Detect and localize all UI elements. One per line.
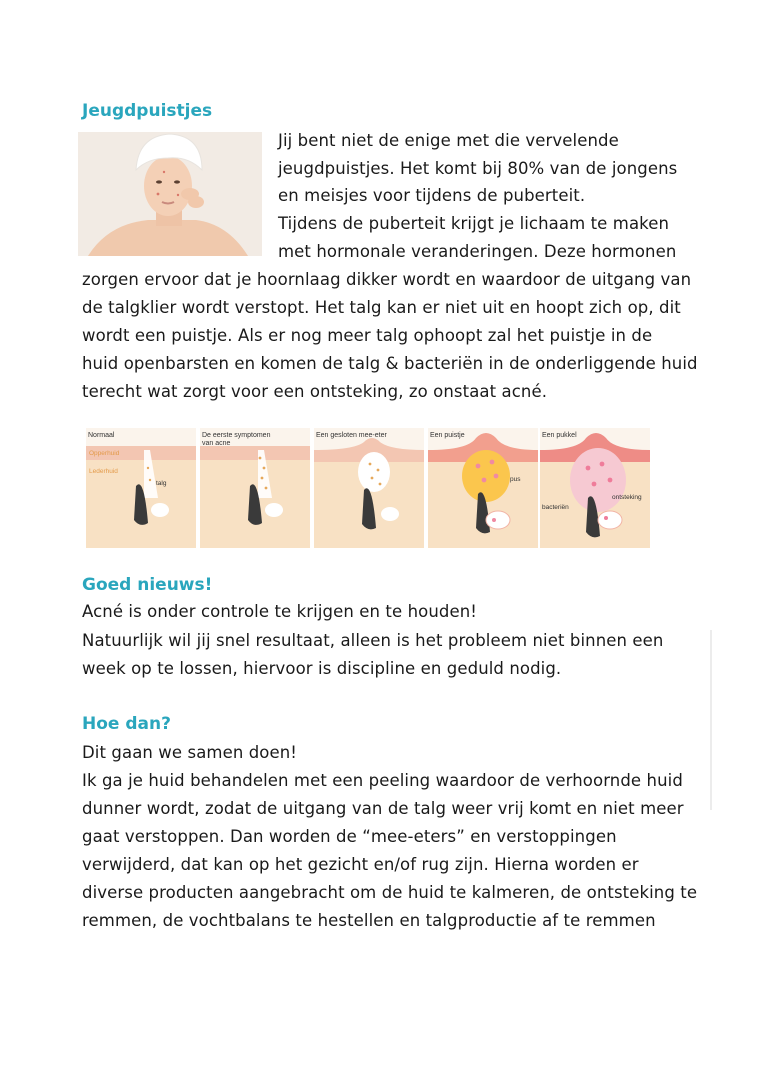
panel-label: Normaal [88,432,115,439]
body-line: zorgen ervoor dat je hoornlaag dikker wordt en waardoor de uitgang van [82,270,692,289]
label-opperhuid: Opperhuid [89,450,120,457]
body-line: week op te lossen, hiervoor is discipline en geduld nodig. [82,659,562,678]
body-line: dunner wordt, zodat de uitgang van de talg weer vrij komt en niet meer [82,799,684,818]
skin-cross-section-icon [428,428,538,548]
label-bacterien: bacteriën [542,504,569,511]
body-line: diverse producten aangebracht om de huid te kalmeren, de ontsteking te [82,883,698,902]
body-line: en meisjes voor tijdens de puberteit. [278,186,586,205]
diagram-panel-eerste-symptomen [200,428,310,548]
diagram-panel-puistje [428,428,538,548]
body-line: met hormonale veranderingen. Deze hormonen [278,242,677,261]
body-line: Ik ga je huid behandelen met een peeling waardoor de verhoornde huid [82,771,683,790]
diagram-panel-pukkel [540,428,650,548]
acne-stages-diagram [86,428,650,550]
body-line: remmen, de vochtbalans te hestellen en talgproductie af te remmen [82,911,656,930]
body-line: Jij bent niet de enige met die vervelende [278,131,619,150]
panel-label: Een pukkel [542,432,577,439]
section-title-hoe-dan: Hoe dan? [82,714,171,734]
panel-label: Een puistje [430,432,465,439]
diagram-panel-normaal [86,428,196,548]
label-lederhuid: Lederhuid [89,468,118,475]
label-talg: talg [156,480,167,487]
section-title-jeugdpuistjes: Jeugdpuistjes [82,101,213,121]
body-line: huid openbarsten en komen de talg & bacteriën in de onderliggende huid [82,354,698,373]
skin-cross-section-icon [86,428,196,548]
section-title-goed-nieuws: Goed nieuws! [82,575,213,595]
panel-label: Een gesloten mee-eter [316,432,387,439]
panel-label: De eerste symptomen van acne [202,432,271,447]
skin-cross-section-icon [314,428,424,548]
body-line: Dit gaan we samen doen! [82,743,298,762]
body-line: Acné is onder controle te krijgen en te houden! [82,602,477,621]
body-line: Tijdens de puberteit krijgt je lichaam te maken [278,214,670,233]
acne-photo [78,132,262,256]
body-line: de talgklier wordt verstopt. Het talg kan er niet uit en hoopt zich op, dit [82,298,681,317]
body-line: wordt een puistje. Als er nog meer talg ophoopt zal het puistje in de [82,326,653,345]
body-line: jeugdpuistjes. Het komt bij 80% van de jongens [278,159,678,178]
page-edge-line [710,630,712,810]
body-line: terecht wat zorgt voor een ontsteking, zo onstaat acné. [82,382,548,401]
label-pus: pus [510,476,521,483]
girl-with-towel-image [78,132,262,256]
label-ontsteking: ontsteking [612,494,642,501]
body-line: Natuurlijk wil jij snel resultaat, alleen is het probleem niet binnen een [82,631,664,650]
skin-cross-section-icon [540,428,650,548]
diagram-panel-gesloten-mee-eter [314,428,424,548]
body-line: gaat verstoppen. Dan worden de “mee-eters” en verstoppingen [82,827,617,846]
body-line: verwijderd, dat kan op het gezicht en/of rug zijn. Hierna worden er [82,855,639,874]
